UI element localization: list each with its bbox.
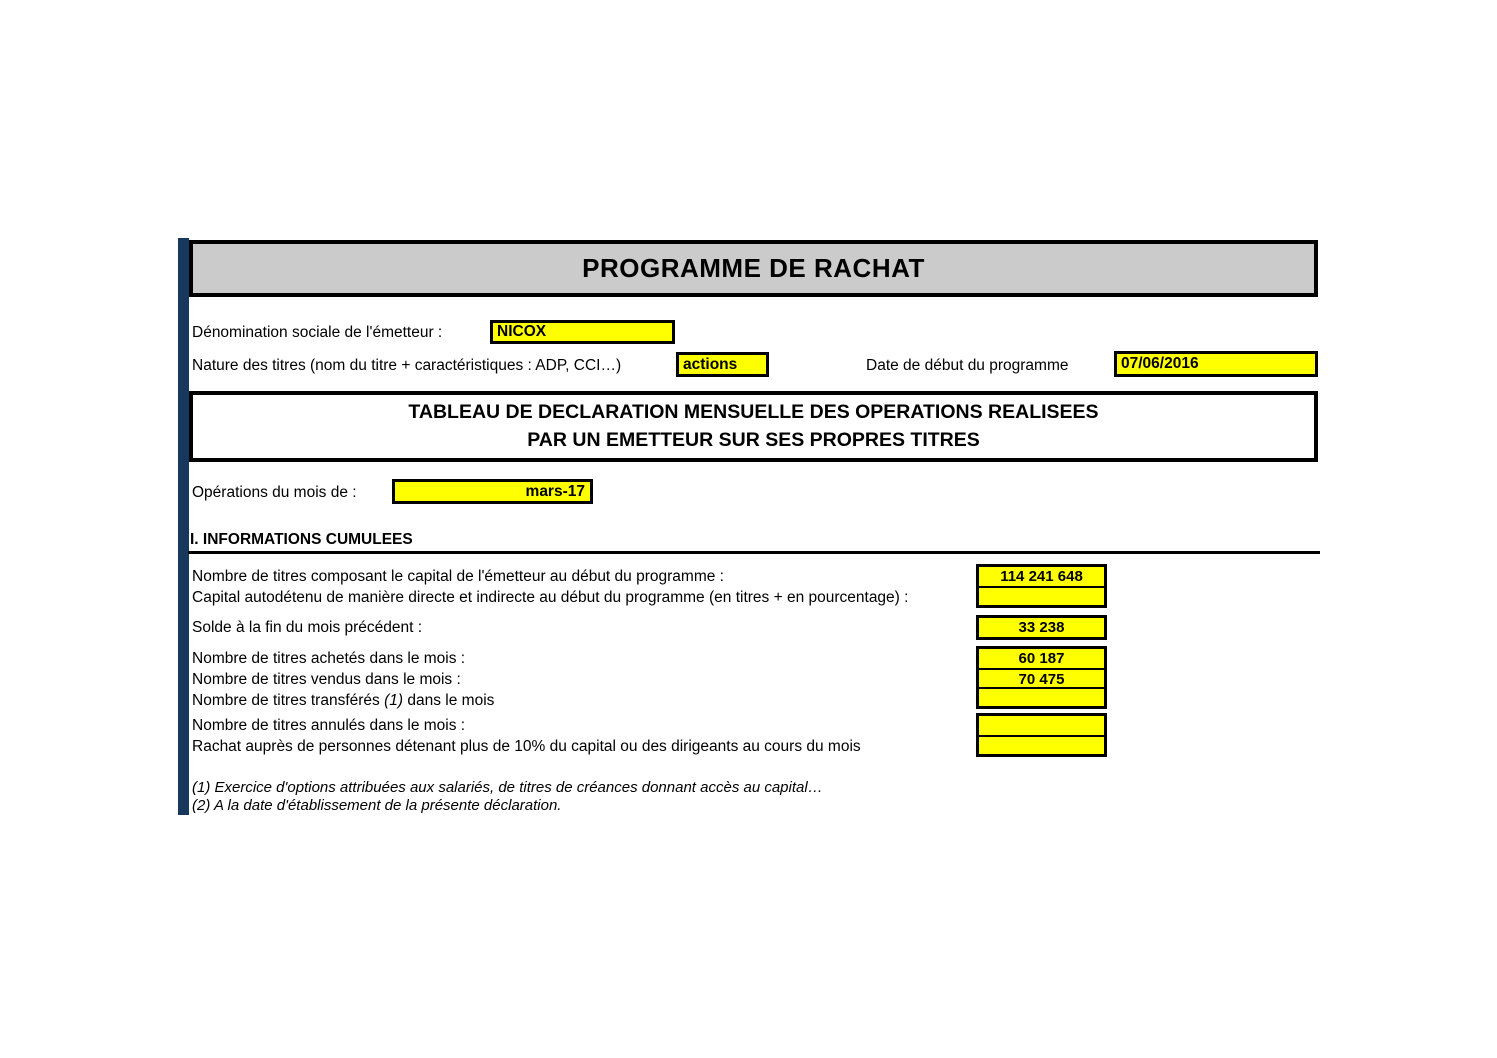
value-treasury-at-start[interactable]: [979, 586, 1104, 605]
footnote-2: (2) A la date d'établissement de la présente déclaration.: [192, 797, 562, 814]
label-treasury-at-start: Capital autodétenu de manière directe et indirecte au début du programme (en titres + en pourcentage) :: [192, 589, 909, 606]
value-group-month-movements: [976, 646, 1107, 709]
value-group-start-of-program: [976, 564, 1107, 608]
value-capital-at-start[interactable]: 114 241 648: [1000, 568, 1083, 585]
securities-nature-label: Nature des titres (nom du titre + caractéristiques : ADP, CCI…): [192, 357, 622, 374]
value-previous-month-balance[interactable]: 33 238: [1018, 619, 1065, 636]
footnote-1: (1) Exercice d'options attribuées aux salariés, de titres de créances donnant accès au capital…: [192, 779, 823, 796]
value-buyback-over-10pct[interactable]: [979, 735, 1104, 754]
title-banner: [189, 240, 1318, 297]
declaration-banner-line2: PAR UN EMETTEUR SUR SES PROPRES TITRES: [527, 429, 980, 451]
program-start-date-label: Date de début du programme: [866, 357, 1069, 374]
operations-month-field[interactable]: mars-17: [392, 479, 593, 504]
value-shares-bought[interactable]: 60 187: [1018, 650, 1065, 667]
label-shares-transferred-post: dans le mois: [403, 692, 495, 709]
value-group-cancel-buyback: [976, 713, 1107, 757]
issuer-label: Dénomination sociale de l'émetteur :: [192, 324, 443, 341]
declaration-banner-line1: TABLEAU DE DECLARATION MENSUELLE DES OPERATIONS REALISEES: [408, 401, 1099, 423]
value-shares-cancelled[interactable]: [979, 716, 1104, 735]
left-accent-bar: [178, 238, 189, 815]
value-shares-sold[interactable]: 70 475: [979, 668, 1104, 687]
section-divider-rule: [188, 551, 1320, 554]
label-buyback-over-10pct: Rachat auprès de personnes détenant plus de 10% du capital ou des dirigeants au cours du mois: [192, 738, 861, 755]
label-capital-at-start: Nombre de titres composant le capital de l'émetteur au début du programme :: [192, 568, 724, 585]
label-shares-sold: Nombre de titres vendus dans le mois :: [192, 671, 461, 688]
value-group-balance: [976, 615, 1107, 640]
label-shares-transferred: [192, 691, 494, 710]
securities-nature-field[interactable]: actions: [676, 352, 769, 377]
label-previous-month-balance: Solde à la fin du mois précédent :: [192, 619, 423, 636]
operations-month-label: Opérations du mois de :: [192, 484, 357, 501]
declaration-banner: [189, 391, 1318, 462]
label-shares-bought: Nombre de titres achetés dans le mois :: [192, 650, 466, 667]
issuer-field[interactable]: NICOX: [490, 320, 675, 344]
value-shares-transferred[interactable]: [979, 687, 1104, 706]
footnote-ref-1: (1): [384, 692, 404, 709]
page-title: PROGRAMME DE RACHAT: [582, 253, 925, 283]
cumulative-section-heading: I. INFORMATIONS CUMULEES: [190, 531, 413, 548]
label-shares-transferred-pre: Nombre de titres transférés: [192, 692, 385, 709]
label-shares-cancelled: Nombre de titres annulés dans le mois :: [192, 717, 466, 734]
program-start-date-field[interactable]: 07/06/2016: [1114, 351, 1318, 377]
